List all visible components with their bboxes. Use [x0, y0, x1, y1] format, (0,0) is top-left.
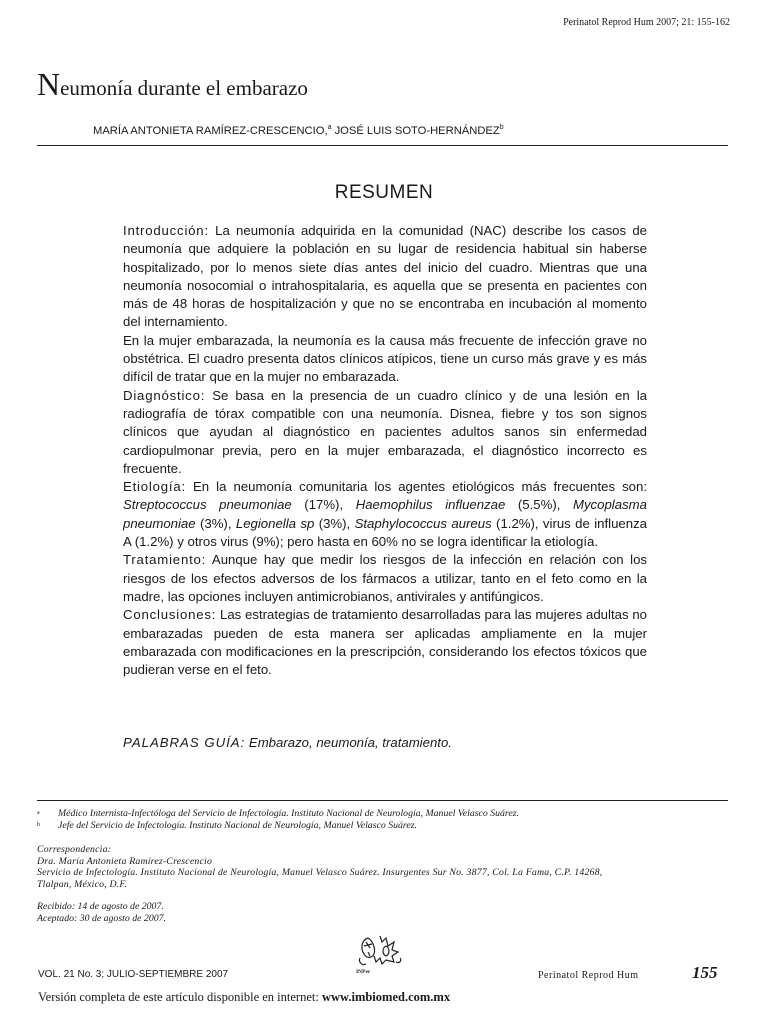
article-title	[37, 66, 308, 103]
correspondence-name: Dra. María Antonieta Ramírez-Crescencio	[37, 855, 213, 867]
treatment-text: Aunque hay que medir los riesgos de la infección en relación con los riesgos de los efectos adversos de los fármacos a utilizar, tanto en el feto como en la madre, las opciones incluyen antimicrobianos, antivirales y antifúngicos.	[123, 552, 647, 604]
abstract-diagnosis	[123, 387, 647, 478]
diagnosis-label: Diagnóstico:	[123, 387, 206, 403]
received-date: Recibido: 14 de agosto de 2007.	[37, 901, 164, 912]
correspondence	[37, 844, 737, 890]
footnote-a	[37, 808, 737, 820]
abstract-body	[123, 222, 647, 679]
agent-streptococcus: Streptococcus pneumoniae	[123, 497, 292, 513]
accepted-date: Aceptado: 30 de agosto de 2007.	[37, 912, 166, 924]
agent-mycoplasma: Mycoplasma pneumoniae	[123, 497, 647, 531]
affiliation-footnotes	[37, 808, 737, 831]
introduction-label: Introducción:	[123, 223, 209, 238]
conclusions-text: Las estrategias de tratamiento desarrolladas para las mujeres adultas no embarazadas pueden de esta manera ser aplicadas ampliamente en la mujer embarazada con modificaciones en la prescripción, considerando los efectos tóxicos que pudieran verse en el feto.	[123, 607, 647, 678]
page-number: 155	[692, 963, 718, 982]
header-divider	[37, 145, 728, 146]
keywords-text: Embarazo, neumonía, tratamiento.	[245, 735, 452, 750]
abstract-heading: RESUMEN	[334, 182, 434, 203]
agent-percent: (17%),	[291, 497, 356, 513]
abstract-introduction	[123, 222, 647, 332]
website-link[interactable]: www.imbiomed.com.mx	[321, 990, 451, 1004]
footnote-b	[37, 820, 737, 832]
agent-percent: (3%),	[314, 515, 355, 531]
abstract-pregnancy: En la mujer embarazada, la neumonía es la causa más frecuente de infección grave no obstétrica. El cuadro presenta datos clínicos atípicos, tiene un curso más grave y es más difícil de tratar que en la mujer no embarazada.	[123, 332, 647, 385]
abstract-etiology	[123, 478, 647, 551]
online-availability	[38, 990, 450, 1005]
title-text: eumonía durante el embarazo	[60, 76, 308, 100]
etiology-text: En la neumonía comunitaria los agentes etiológicos más frecuentes son:	[185, 479, 647, 495]
author-2-affiliation-mark: b	[499, 124, 504, 131]
author-2: JOSÉ LUIS SOTO-HERNÁNDEZ	[331, 125, 500, 137]
agent-percent: (5.5%),	[505, 497, 573, 513]
author-1-affiliation-mark: a	[327, 124, 332, 131]
treatment-label: Tratamiento:	[123, 552, 207, 568]
authors	[93, 124, 504, 137]
volume-issue: VOL. 21 No. 3; JULIO-SEPTIEMBRE 2007	[38, 969, 229, 980]
institute-logo	[350, 932, 412, 976]
agent-staphylococcus: Staphylococcus aureus	[354, 515, 492, 531]
etiology-label: Etiología:	[123, 479, 186, 495]
author-1: MARÍA ANTONIETA RAMÍREZ-CRESCENCIO,	[93, 125, 328, 137]
agent-percent: (3%),	[195, 515, 236, 531]
footnote-divider	[37, 800, 728, 801]
footnote-mark: b	[37, 821, 40, 828]
correspondence-address: Servicio de Infectología. Instituto Nacional de Neurología, Manuel Velasco Suárez. Insurgentes Sur No. 3877, Col. La Fama, C.P. 14268,	[37, 867, 603, 878]
keywords-label: PALABRAS GUÍA:	[123, 735, 246, 750]
abstract-conclusions	[123, 606, 647, 679]
etiology-text-end: (1.2%), virus de influenza A (1.2%) y otros virus (9%); pero hasta en 60% no se logra identificar la etiología.	[123, 515, 647, 550]
footnote-text: Médico Internista-Infectóloga del Servicio de Infectología. Instituto Nacional de Neurología, Manuel Velasco Suárez.	[58, 808, 519, 819]
correspondence-address-city: Tlalpan, México, D.F.	[37, 878, 128, 890]
conclusions-label: Conclusiones:	[123, 607, 217, 623]
article-dates	[37, 901, 166, 924]
footnote-mark: a	[37, 810, 40, 816]
abstract-treatment	[123, 551, 647, 606]
online-prefix: Versión completa de este artículo disponible en internet:	[38, 990, 322, 1004]
keywords	[123, 735, 452, 750]
footnote-text: Jefe del Servicio de Infectología. Instituto Nacional de Neurología, Manuel Velasco Suárez.	[58, 819, 417, 831]
journal-reference: Perinatol Reprod Hum 2007; 21: 155-162	[563, 17, 730, 28]
diagnosis-text: Se basa en la presencia de un cuadro clínico y de una lesión en la radiografía de tórax compatible con una neumonía. Disnea, fiebre y tos son signos clínicos que ayudan al diagnóstico en pacientes adultos sanos sin enfermedad cardiopulmonar previa, pero en la mujer embarazada, el diagnóstico incorrecto es frecuente.	[123, 387, 647, 476]
title-initial: N	[37, 66, 61, 102]
footer-journal: Perinatol Reprod Hum	[538, 970, 639, 981]
agent-legionella: Legionella sp	[235, 515, 315, 531]
correspondence-label: Correspondencia:	[37, 844, 112, 855]
introduction-text: La neumonía adquirida en la comunidad (NAC) describe los casos de neumonía que adquiere la población en su lugar de residencia habitual sin haberse hospitalizado, por lo menos siete días antes del inicio del cuadro. Mientras que una neumonía nosocomial o intrahospitalaria, es aquella que se presenta en pacientes con más de 48 horas de hospitalización y que no se encontraba en incubación al momento del internamiento.	[123, 223, 647, 330]
agent-haemophilus: Haemophilus influenzae	[355, 497, 506, 513]
logo-text: INPer	[356, 969, 371, 975]
